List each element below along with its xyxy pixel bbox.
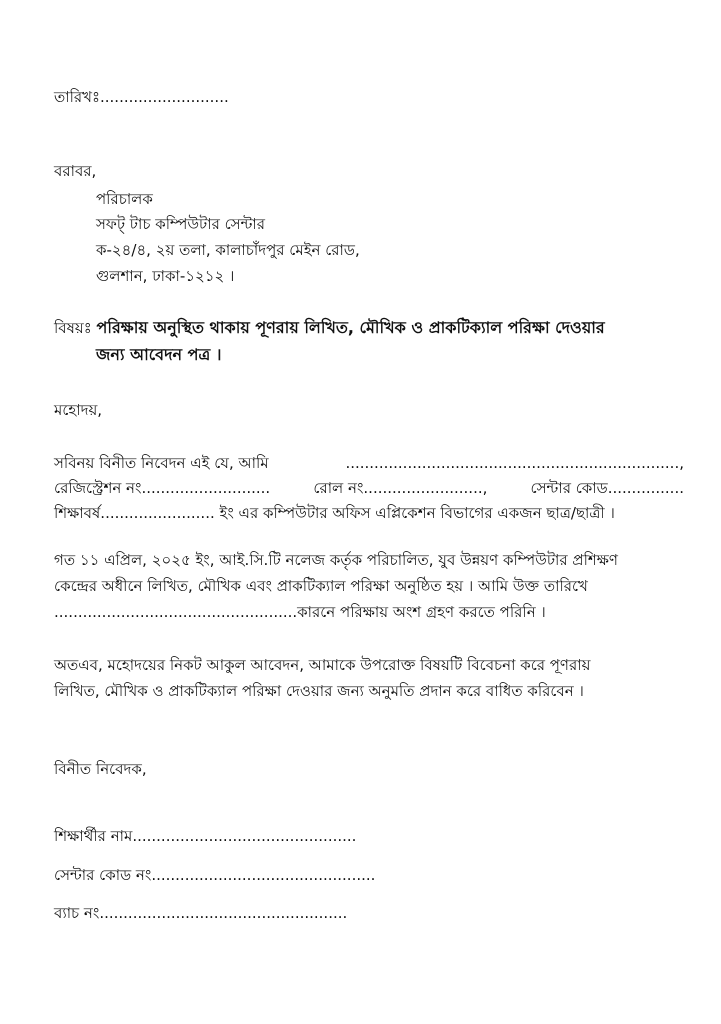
batch-field [54,902,347,924]
date-blank[interactable]: ........................... [100,88,229,106]
subject-line-1 [54,317,605,339]
recipient-organization: সফট্ টাচ কম্পিউটার সেন্টার [96,215,265,233]
para2-line1: গত ১১ এপ্রিল, ২০২৫ ইং, আই.সি.টি নলেজ কর্তৃক পরিচালিত, যুব উন্নয়ণ কম্পিউটার প্রশিক্ষণ [54,551,618,569]
center-code-no-label: সেন্টার কোড নং [54,866,152,884]
department-text: ইং এর কম্পিউটার অফিস এপ্লিকেশন বিভাগের একজন ছাত্র/ছাত্রী । [219,504,615,522]
reason-text: কারনে পরিক্ষায় অংশ গ্রহণ করতে পরিনি । [297,603,546,621]
recipient-address-1: ক-২৪/৪, ২য় তলা, কালাচাঁদপুর মেইন রোড, [96,241,360,259]
session-blank[interactable]: ........................ [100,504,215,522]
para2-line2: কেন্দ্রের অধীনে লিখিত, মৌখিক এবং প্রাকটিক্যাল পরিক্ষা অনুষ্ঠিত হয় । আমি উক্ত তারিখে [54,577,588,595]
registration-blank[interactable]: ........................... [141,479,271,497]
batch-blank[interactable]: .................................................... [99,904,348,922]
date-label: তারিখঃ [54,88,100,106]
center-code-label: সেন্টার কোড [530,479,608,497]
para3-line2: লিখিত, মৌখিক ও প্রাকটিক্যাল পরিক্ষা দেওয়ার জন্য অনুমতি প্রদান করে বাধিত করিবেন । [54,682,584,700]
batch-label: ব্যাচ নং [54,904,100,922]
subject-text-1: পরিক্ষায় অনুস্থিত থাকায় পূণরায় লিখিত, মৌখিক ও প্রাকটিক্যাল পরিক্ষা দেওয়ার [96,318,605,337]
subject-text-2: জন্য আবেদন পত্র । [96,345,222,364]
student-name-blank[interactable]: ............................................... [132,827,357,845]
student-name-label: শিক্ষার্থীর নাম [54,827,133,845]
para1-line1 [54,452,684,474]
reason-blank[interactable]: ................................................... [54,603,298,621]
center-code-field [54,864,375,886]
session-label: শিক্ষাবর্ষ [54,504,101,522]
greeting: মহোদয়, [54,401,103,419]
recipient-title: পরিচালক [96,190,153,208]
student-name-field [54,825,356,847]
para2-line3 [54,601,546,623]
date-line [54,86,229,108]
intro-text: সবিনয় বিনীত নিবেদন এই যে, আমি [54,454,269,472]
salutation-to: বরাবর, [54,162,97,180]
subject-label: বিষয়ঃ [54,319,92,337]
roll-label: রোল নং [313,479,364,497]
registration-label: রেজিস্ট্রেশন নং [54,479,142,497]
roll-blank[interactable]: ........................., [363,479,488,497]
closing: বিনীত নিবেদক, [54,760,147,778]
para1-line3 [54,502,615,524]
recipient-address-2: গুলশান, ঢাকা-১২১২ । [96,267,235,285]
para1-line2 [54,477,684,499]
name-blank[interactable]: ......................................................................, [345,454,684,472]
center-code-blank[interactable]: ................ [607,479,684,497]
center-code-no-blank[interactable]: ............................................... [151,866,376,884]
para3-line1: অতএব, মহোদয়ের নিকট আকুল আবেদন, আমাকে উপরোক্ত বিষয়টি বিবেচনা করে পূণরায় [54,656,591,674]
